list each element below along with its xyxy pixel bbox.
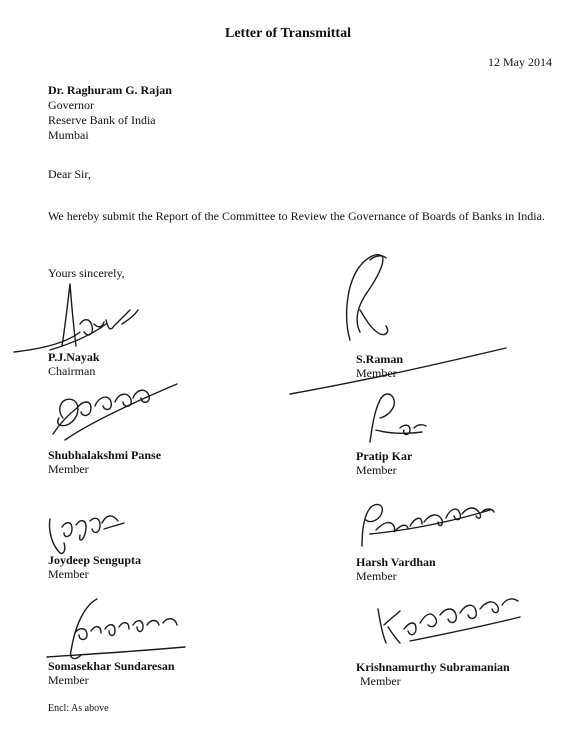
letter-body: We hereby submit the Report of the Committee to Review the Governance of Boards of Banks in India.	[48, 209, 545, 223]
signature-shubhalakshmi-panse	[25, 378, 185, 448]
signatory-block	[48, 659, 175, 687]
signature-pj-nayak	[10, 280, 150, 360]
signatory-block	[48, 553, 141, 581]
signatory-name: P.J.Nayak	[48, 350, 100, 364]
signatory-role: Member	[48, 462, 89, 476]
signatory-name: Krishnamurthy Subramanian	[356, 660, 510, 674]
signature-krishnamurthy-subramanian	[370, 585, 530, 655]
signatory-name: S.Raman	[356, 352, 404, 366]
signatory-role: Member	[48, 673, 89, 687]
signatory-block	[356, 555, 436, 583]
signatory-block	[356, 660, 510, 688]
recipient-organization: Reserve Bank of India	[48, 113, 156, 127]
signatory-role: Member	[356, 463, 397, 477]
signature-s-raman	[320, 250, 400, 350]
closing: Yours sincerely,	[48, 266, 125, 280]
signatory-name: Somasekhar Sundaresan	[48, 659, 175, 673]
signatory-role: Member	[356, 569, 397, 583]
signatory-role: Member	[48, 567, 89, 581]
signatory-name: Joydeep Sengupta	[48, 553, 142, 567]
letter-title: Letter of Transmittal	[225, 26, 351, 41]
signatory-block	[356, 352, 403, 380]
signature-joydeep-sengupta	[40, 505, 130, 560]
signature-somasekhar-sundaresan	[35, 595, 195, 665]
signatory-name: Pratip Kar	[356, 449, 413, 463]
recipient-title: Governor	[48, 98, 94, 112]
signature-harsh-vardhan	[350, 500, 500, 550]
signatory-block	[48, 350, 100, 378]
salutation: Dear Sir,	[48, 167, 91, 181]
signatory-block	[356, 449, 412, 477]
signatory-role: Member	[356, 366, 397, 380]
signatory-block	[48, 448, 161, 476]
enclosure-note: Encl: As above	[48, 703, 109, 714]
signatory-name: Shubhalakshmi Panse	[48, 448, 162, 462]
signatory-role: Chairman	[48, 364, 96, 378]
signatory-role: Member	[360, 674, 401, 688]
signature-pratip-kar	[350, 388, 440, 448]
signatory-name: Harsh Vardhan	[356, 555, 436, 569]
letter-date: 12 May 2014	[488, 55, 552, 69]
recipient-address	[48, 83, 172, 143]
recipient-city: Mumbai	[48, 128, 89, 142]
recipient-name: Dr. Raghuram G. Rajan	[48, 83, 172, 97]
